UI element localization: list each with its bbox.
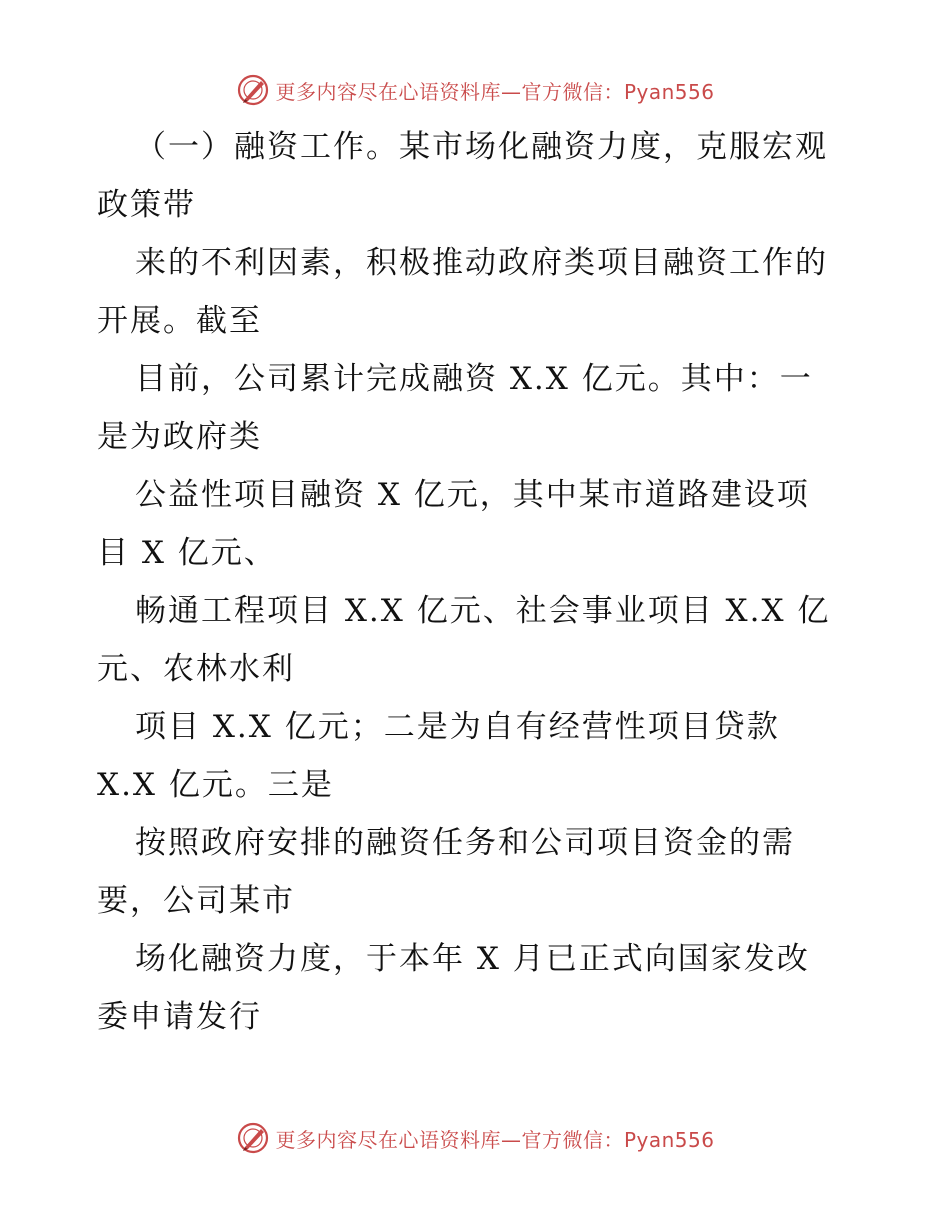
- text-line: 场化融资力度，于本年 X 月已正式向国家发改: [135, 941, 810, 977]
- document-body: [97, 118, 897, 1046]
- banner-text: 更多内容尽在心语资料库—官方微信：Pyan556: [275, 1127, 715, 1152]
- text-line: 是为政府类: [97, 419, 262, 455]
- pen-logo-icon: [235, 1120, 271, 1156]
- text-line: （一）融资工作。某市场化融资力度，克服宏观: [135, 129, 828, 165]
- banner-text: 更多内容尽在心语资料库—官方微信：Pyan556: [275, 79, 715, 104]
- header-banner: [0, 70, 950, 110]
- text-line: 按照政府安排的融资任务和公司项目资金的需: [135, 825, 795, 861]
- text-line: 政策带: [97, 187, 196, 223]
- text-line: 委申请发行: [97, 999, 262, 1035]
- text-line: 公益性项目融资 X 亿元，其中某市道路建设项: [135, 477, 810, 513]
- text-line: 元、农林水利: [97, 651, 295, 687]
- text-line: 目前，公司累计完成融资 X.X 亿元。其中：一: [135, 361, 813, 397]
- pen-logo-icon: [235, 72, 271, 108]
- text-line: 开展。截至: [97, 303, 262, 339]
- text-line: X.X 亿元。三是: [97, 767, 334, 803]
- text-line: 项目 X.X 亿元；二是为自有经营性项目贷款: [135, 709, 780, 745]
- text-line: 畅通工程项目 X.X 亿元、社会事业项目 X.X 亿: [135, 593, 831, 629]
- text-line: 目 X 亿元、: [97, 535, 277, 571]
- text-line: 来的不利因素，积极推动政府类项目融资工作的: [135, 245, 828, 281]
- text-line: 要，公司某市: [97, 883, 295, 919]
- footer-banner: [0, 1118, 950, 1158]
